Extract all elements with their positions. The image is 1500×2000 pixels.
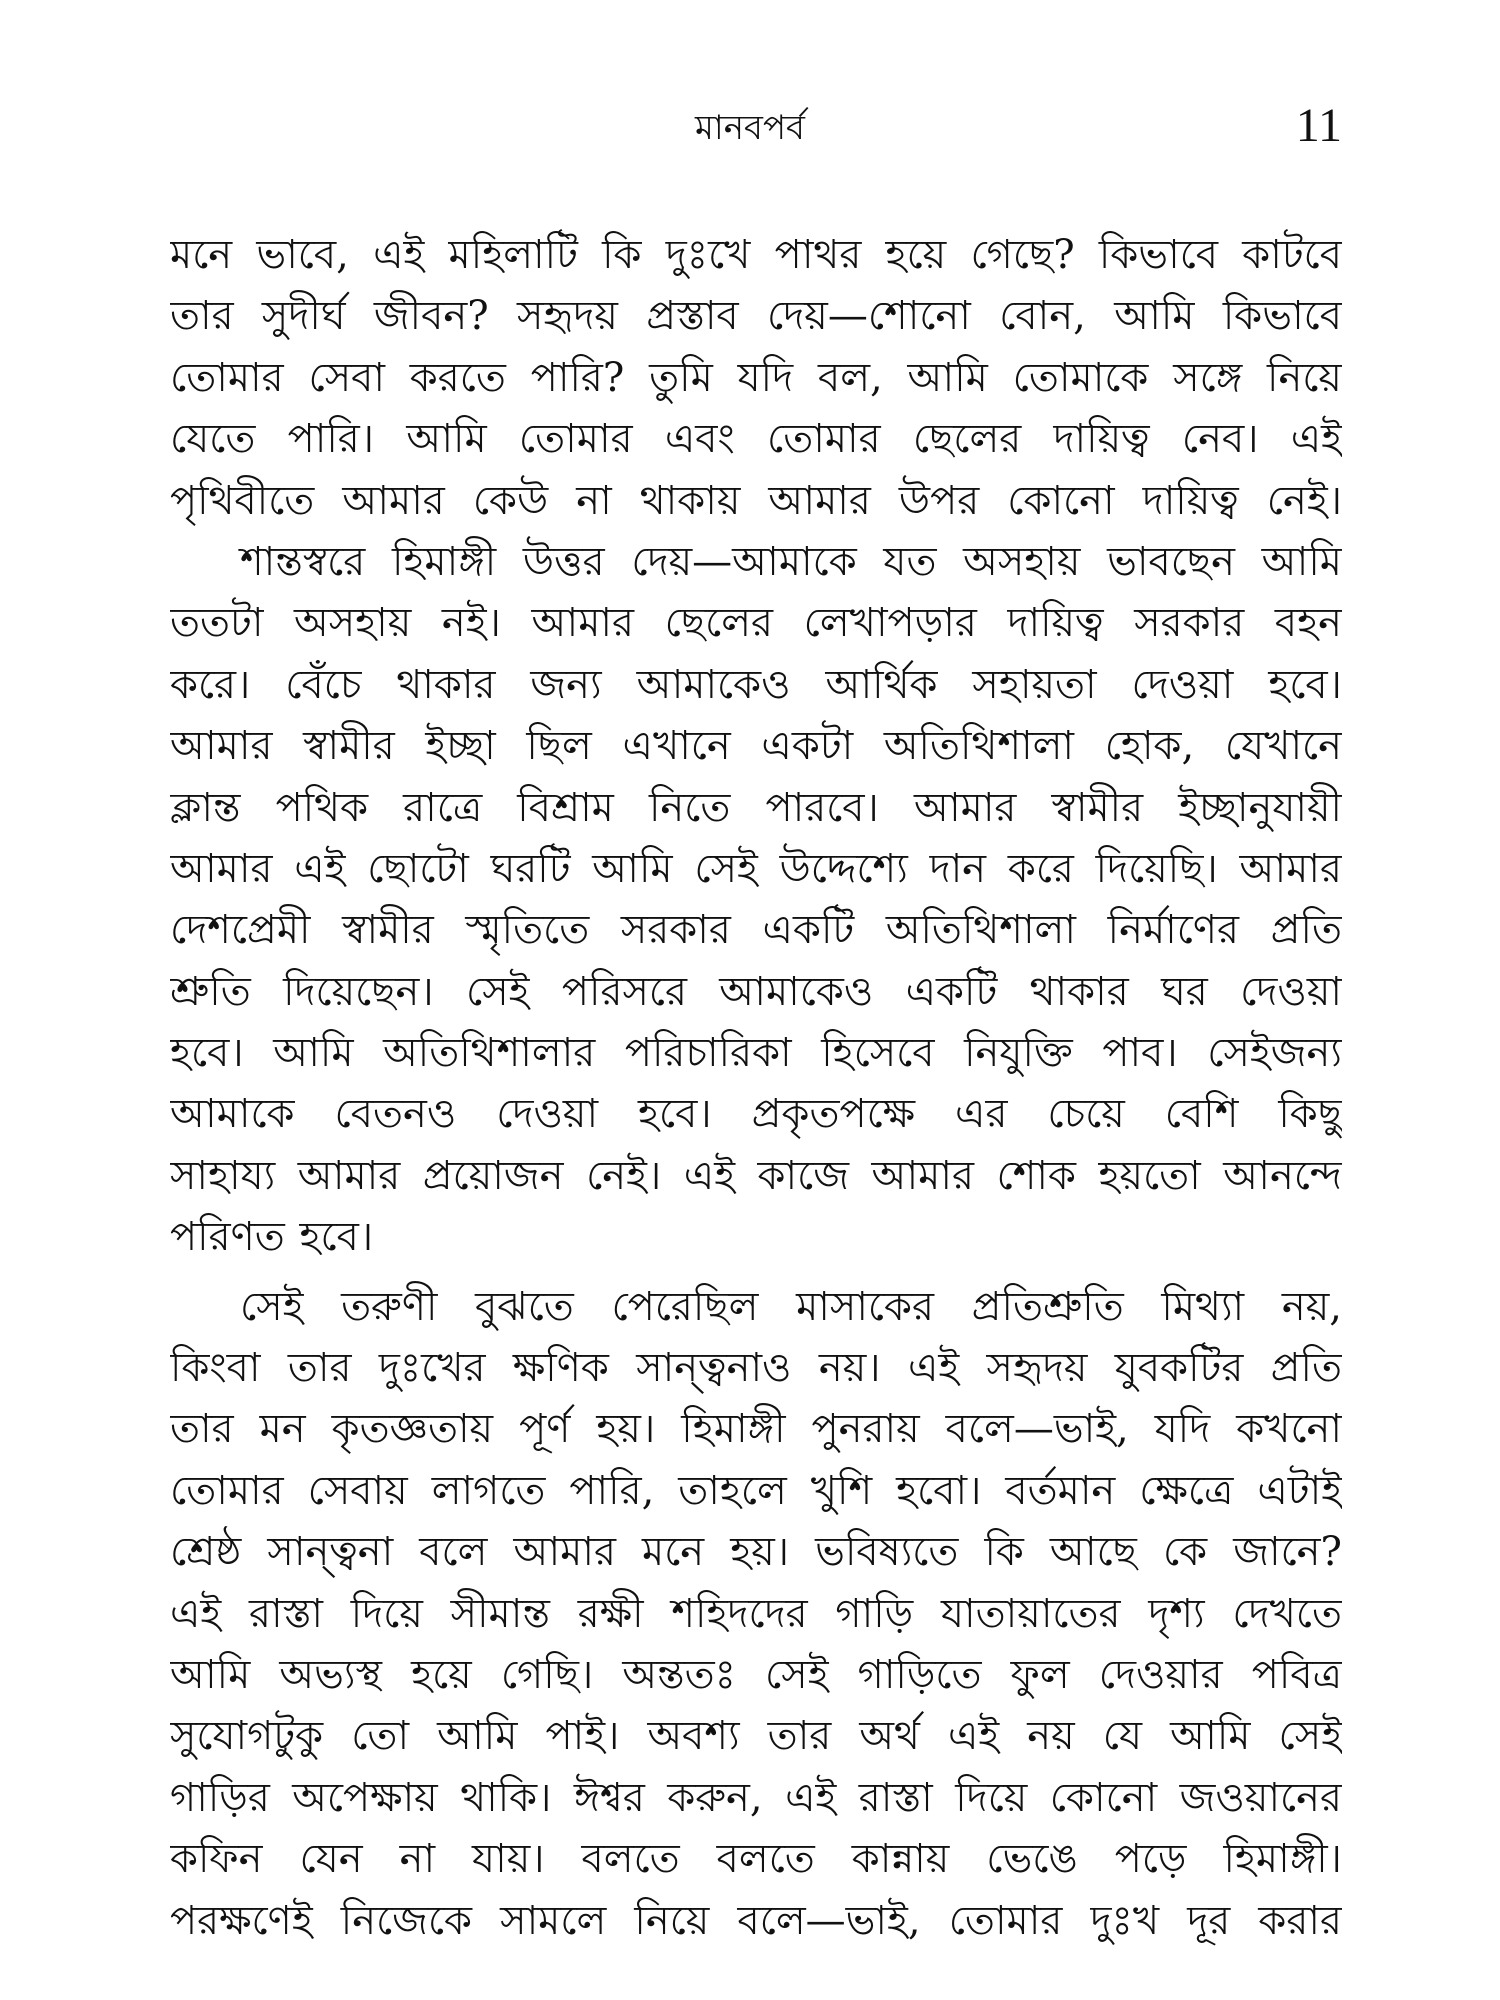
text-line: পরিণত হবে।	[170, 1214, 374, 1261]
paragraph	[170, 1277, 1342, 1952]
text-line: তোমার সেবায় লাগতে পারি, তাহলে খুশি হবো। বর্তমান ক্ষেত্রে এটাই	[170, 1467, 1342, 1514]
text-line: তার মন কৃতজ্ঞতায় পূর্ণ হয়। হিমাঙ্গী পুনরায় বলে—ভাই, যদি কখনো	[170, 1406, 1342, 1453]
running-head: মানবপর্ব	[695, 108, 805, 148]
text-line: কফিন যেন না যায়। বলতে বলতে কান্নায় ভেঙে পড়ে হিমাঙ্গী।	[170, 1836, 1342, 1883]
body-text	[170, 225, 1342, 1952]
text-line: গাড়ির অপেক্ষায় থাকি। ঈশ্বর করুন, এই রাস্তা দিয়ে কোনো জওয়ানের	[170, 1774, 1342, 1821]
text-line: শ্রেষ্ঠ সান্ত্বনা বলে আমার মনে হয়। ভবিষ্যতে কি আছে কে জানে?	[170, 1529, 1342, 1576]
text-line: ক্লান্ত পথিক রাত্রে বিশ্রাম নিতে পারবে। আমার স্বামীর ইচ্ছানুযায়ী	[170, 784, 1342, 831]
text-line: তার সুদীর্ঘ জীবন? সহৃদয় প্রস্তাব দেয়—শোনো বোন, আমি কিভাবে	[170, 293, 1342, 340]
paragraph	[170, 225, 1342, 532]
text-line: আমার স্বামীর ইচ্ছা ছিল এখানে একটা অতিথিশালা হোক, যেখানে	[170, 723, 1342, 770]
text-line: যেতে পারি। আমি তোমার এবং তোমার ছেলের দায়িত্ব নেব। এই	[170, 416, 1342, 463]
text-line: সুযোগটুকু তো আমি পাই। অবশ্য তার অর্থ এই নয় যে আমি সেই	[170, 1713, 1342, 1760]
text-line: পৃথিবীতে আমার কেউ না থাকায় আমার উপর কোনো দায়িত্ব নেই।	[170, 477, 1342, 524]
text-line: শান্তস্বরে হিমাঙ্গী উত্তর দেয়—আমাকে যত অসহায় ভাবছেন আমি	[240, 538, 1342, 585]
text-line: সেই তরুণী বুঝতে পেরেছিল মাসাকের প্রতিশ্রুতি মিথ্যা নয়,	[240, 1283, 1342, 1330]
text-line: সাহায্য আমার প্রয়োজন নেই। এই কাজে আমার শোক হয়তো আনন্দে	[170, 1152, 1342, 1199]
text-line: দেশপ্রেমী স্বামীর স্মৃতিতে সরকার একটি অতিথিশালা নির্মাণের প্রতি	[170, 907, 1342, 954]
text-line: আমার এই ছোটো ঘরটি আমি সেই উদ্দেশ্যে দান করে দিয়েছি। আমার	[170, 845, 1342, 892]
paragraph	[170, 532, 1342, 1269]
text-line: ততটা অসহায় নই। আমার ছেলের লেখাপড়ার দায়িত্ব সরকার বহন	[170, 600, 1342, 647]
text-line: এই রাস্তা দিয়ে সীমান্ত রক্ষী শহিদদের গাড়ি যাতায়াতের দৃশ্য দেখতে	[170, 1590, 1342, 1637]
text-line: আমি অভ্যস্থ হয়ে গেছি। অন্ততঃ সেই গাড়িতে ফুল দেওয়ার পবিত্র	[170, 1651, 1342, 1698]
text-line: শ্রুতি দিয়েছেন। সেই পরিসরে আমাকেও একটি থাকার ঘর দেওয়া	[170, 968, 1342, 1015]
text-line: পরক্ষণেই নিজেকে সামলে নিয়ে বলে—ভাই, তোমার দুঃখ দূর করার	[170, 1897, 1342, 1944]
text-line: হবে। আমি অতিথিশালার পরিচারিকা হিসেবে নিযুক্তি পাব। সেইজন্য	[170, 1030, 1342, 1077]
text-line: আমাকে বেতনও দেওয়া হবে। প্রকৃতপক্ষে এর চেয়ে বেশি কিছু	[170, 1091, 1342, 1138]
text-line: মনে ভাবে, এই মহিলাটি কি দুঃখে পাথর হয়ে গেছে? কিভাবে কাটবে	[170, 232, 1342, 278]
text-line: করে। বেঁচে থাকার জন্য আমাকেও আর্থিক সহায়তা দেওয়া হবে।	[170, 661, 1342, 708]
text-line: তোমার সেবা করতে পারি? তুমি যদি বল, আমি তোমাকে সঙ্গে নিয়ে	[170, 354, 1342, 401]
text-line: কিংবা তার দুঃখের ক্ষণিক সান্ত্বনাও নয়। এই সহৃদয় যুবকটির প্রতি	[170, 1345, 1342, 1392]
page-number: 11	[1295, 99, 1342, 152]
